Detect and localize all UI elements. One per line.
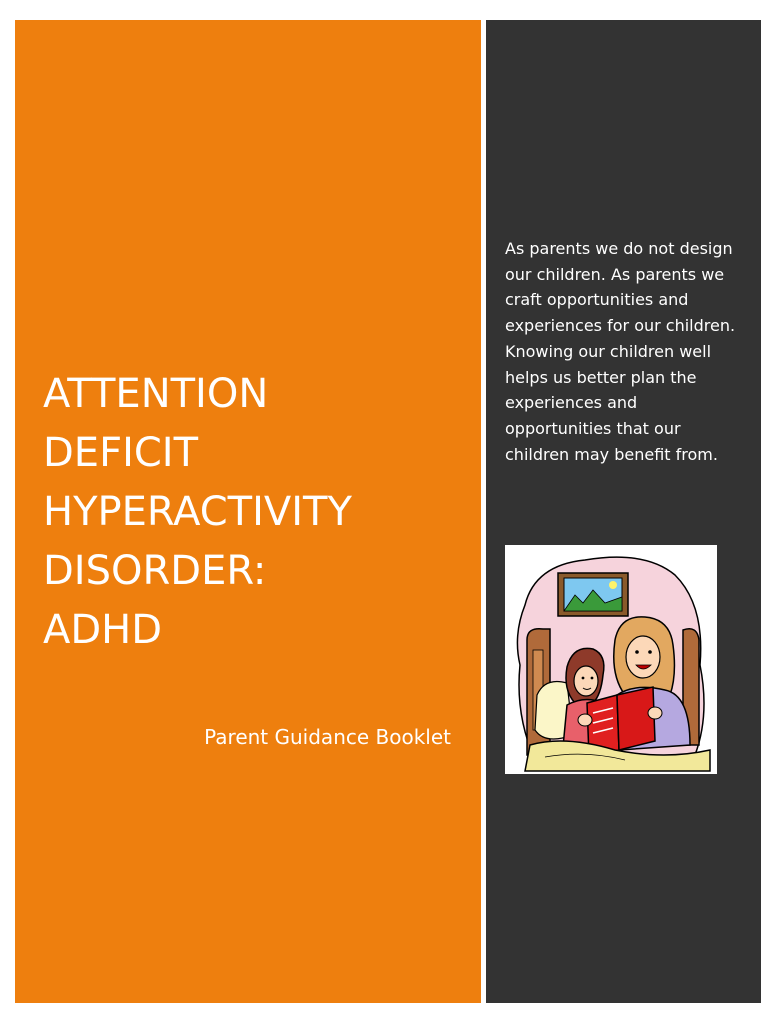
quote-paragraph: As parents we do not design our children. As parents we craft opportunities and experiences for our children. — [505, 239, 736, 336]
title-line: HYPERACTIVITY — [43, 489, 352, 535]
quote-paragraph: Knowing our children well helps us better plan the experiences and opportunities that our children may benefit from. — [505, 341, 718, 464]
mother-reading-illustration — [505, 545, 717, 774]
title-line: DEFICIT — [43, 430, 199, 476]
booklet-title — [43, 365, 463, 660]
cover-orange-panel — [15, 20, 481, 1003]
title-line: DISORDER: — [43, 548, 267, 594]
cover-side-panel — [486, 20, 761, 1003]
title-line: ATTENTION — [43, 371, 269, 417]
title-line: ADHD — [43, 607, 163, 653]
booklet-subtitle: Parent Guidance Booklet — [204, 725, 451, 749]
parent-quote — [505, 236, 745, 467]
